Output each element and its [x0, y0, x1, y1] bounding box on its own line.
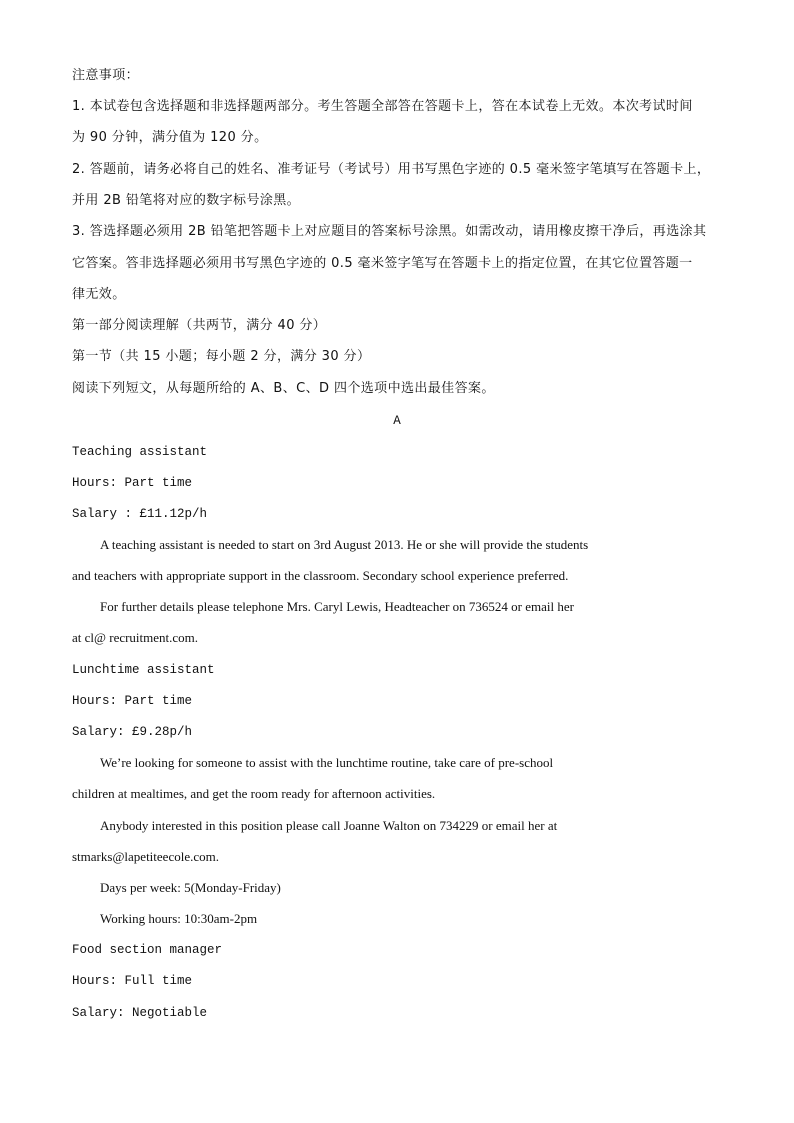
job-2-working-hours: Working hours: 10:30am-2pm [100, 911, 258, 926]
note-item-3-line-3: 律无效。 [72, 287, 126, 302]
job-1-description-line-2: and teachers with appropriate support in the classroom. Secondary school experience preferred. [72, 568, 569, 583]
job-1-hours: Hours: Part time [72, 476, 193, 490]
job-2-description-line-1: We’re looking for someone to assist with the lunchtime routine, take care of pre-school [100, 755, 554, 770]
job-2-title: Lunchtime assistant [72, 663, 215, 677]
section-one-heading: 第一节（共 15 小题；每小题 2 分，满分 30 分） [72, 349, 371, 364]
job-1-contact-line-1: For further details please telephone Mrs. Caryl Lewis, Headteacher on 736524 or email her [100, 599, 574, 614]
job-1-description-line-1: A teaching assistant is needed to start on 3rd August 2013. He or she will provide the students [100, 537, 589, 552]
part-one-heading: 第一部分阅读理解（共两节，满分 40 分） [72, 318, 327, 333]
notes-title: 注意事项： [72, 68, 140, 83]
note-item-1-line-1: 1. 本试卷包含选择题和非选择题两部分。考生答题全部答在答题卡上，答在本试卷上无效。本次考试时间 [72, 99, 693, 114]
note-item-3-line-2: 它答案。答非选择题必须用书写黑色字迹的 0.5 毫米签字笔写在答题卡上的指定位置，在其它位置答题一 [72, 256, 693, 271]
job-1-salary: Salary : £11.12p/h [72, 507, 208, 521]
job-1-contact-line-2: at cl@ recruitment.com. [72, 630, 199, 645]
job-2-hours: Hours: Part time [72, 694, 193, 708]
note-item-1-line-2: 为 90 分钟，满分值为 120 分。 [72, 130, 268, 145]
reading-instruction: 阅读下列短文，从每题所给的 A、B、C、D 四个选项中选出最佳答案。 [72, 381, 495, 396]
note-item-2-line-2: 并用 2B 铅笔将对应的数字标号涂黑。 [72, 193, 301, 208]
passage-letter: A [393, 414, 401, 428]
job-2-days: Days per week: 5(Monday-Friday) [100, 880, 281, 895]
job-2-salary: Salary: £9.28p/h [72, 725, 193, 739]
note-item-2-line-1: 2. 答题前，请务必将自己的姓名、准考证号（考试号）用书写黑色字迹的 0.5 毫米签字笔填写在答题卡上， [72, 162, 711, 177]
job-3-title: Food section manager [72, 943, 223, 957]
job-3-hours: Hours: Full time [72, 974, 193, 988]
job-1-title: Teaching assistant [72, 445, 208, 459]
job-3-salary: Salary: Negotiable [72, 1006, 208, 1020]
job-2-description-line-2: children at mealtimes, and get the room ready for afternoon activities. [72, 786, 436, 801]
note-item-3-line-1: 3. 答选择题必须用 2B 铅笔把答题卡上对应题目的答案标号涂黑。如需改动，请用橡皮擦干净后，再选涂其 [72, 224, 707, 239]
job-2-contact-line-1: Anybody interested in this position please call Joanne Walton on 734229 or email her at [100, 818, 558, 833]
job-2-contact-line-2: stmarks@lapetiteecole.com. [72, 849, 219, 864]
